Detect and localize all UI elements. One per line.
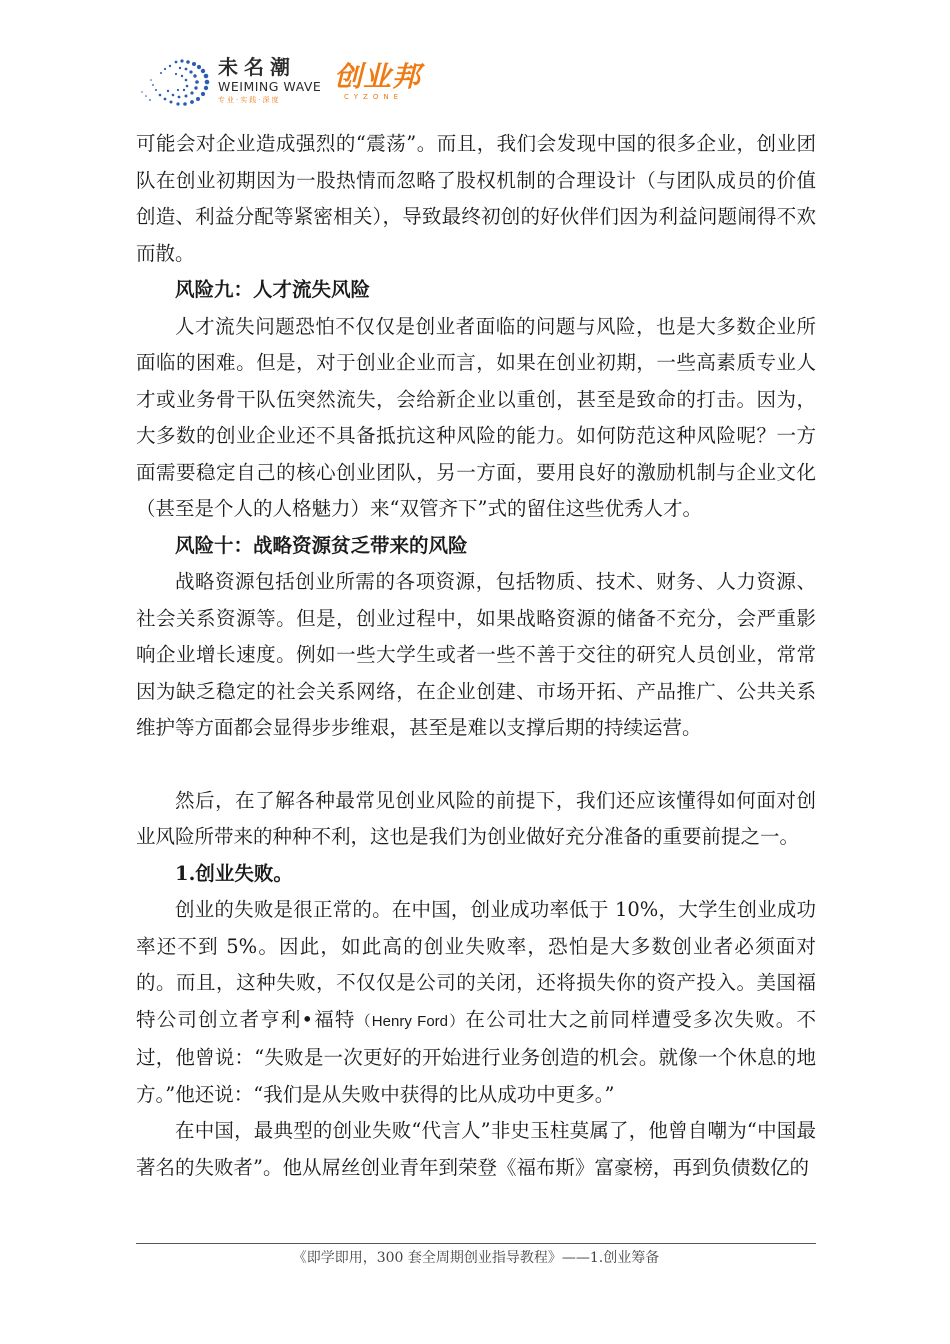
heading-risk-9: 风险九：人才流失风险 <box>175 278 371 301</box>
heading-risk-10: 风险十：战略资源贫乏带来的风险 <box>175 533 468 557</box>
brand2-en-text: CYZONE <box>344 93 404 101</box>
heading-failure: 1.创业失败。 <box>175 861 293 885</box>
paragraph-2: 人才流失问题恐怕不仅仅是创业者面临的问题与风险，也是大多数企业所面临的困难。但是，对于创业企业而言，如果在创业初期，一些高素质专业人才或业务骨干队伍突然流失，会给新企业以重创，甚至是致命的打击。因为，大多数的创业企业还不具备抵抗这种风险的能力。如何防范这种风险呢？一方面需要稳定自己的核心创业团队，另一方面，要用良好的激励机制与企业文化（甚至是个人的人格魅力）来“双管齐下”式的留住这些优秀人才。 <box>136 314 816 520</box>
weiming-wave-logo <box>218 56 348 105</box>
brand2-cn-text: 创业邦 <box>334 60 422 93</box>
document-body <box>136 126 816 1186</box>
paragraph-3: 战略资源包括创业所需的各项资源，包括物质、技术、财务、人力资源、社会关系资源等。但是，创业过程中，如果战略资源的储备不充分，会严重影响企业增长速度。例如一些大学生或者一些不善于交往的研究人员创业，常常因为缺乏稳定的社会关系网络，在企业创建、市场开拓、产品推广、公共关系维护等方面都会显得步步维艰，甚至是难以支撑后期的持续运营。 <box>136 570 816 739</box>
brand1-cn-text: 未名潮 <box>218 55 296 79</box>
paragraph-5 <box>136 892 816 1113</box>
footer-divider <box>136 1243 816 1244</box>
swirl-logo-icon <box>136 52 216 114</box>
brand1-tagline: 专业·实践·深度 <box>218 96 281 104</box>
paragraph-5-part-a: 创业的失败是很正常的。在中国，创业成功率低于 10%，大学生创业成功率还不到 5%。因此，如此高的创业失败率，恐怕是大多数创业者必须面对的。而且，这种失败，不仅仅是公司的关闭，还将损失你的资产投入。美国福特公司创立者亨利•福特 <box>136 898 816 1031</box>
paragraph-5-part-b: 在公司壮大之前同样遭受多次失败。不过，他曾说：“失败是一次更好的开始进行业务创造的机会。就像一个休息的地方。”他还说：“我们是从失败中获得的比从成功中更多。” <box>136 1007 816 1106</box>
paragraph-1: 可能会对企业造成强烈的“震荡”。而且，我们会发现中国的很多企业，创业团队在创业初期因为一股热情而忽略了股权机制的合理设计（与团队成员的价值创造、利益分配等紧密相关），导致最终初创的好伙伴们因为利益问题闹得不欢而散。 <box>136 132 816 265</box>
paragraph-6: 在中国，最典型的创业失败“代言人”非史玉柱莫属了，他曾自嘲为“中国最著名的失败者”。他从屌丝创业青年到荣登《福布斯》富豪榜，再到负债数亿的 <box>136 1119 816 1179</box>
paragraph-4: 然后，在了解各种最常见创业风险的前提下，我们还应该懂得如何面对创业风险所带来的种种不利，这也是我们为创业做好充分准备的重要前提之一。 <box>136 788 816 848</box>
page-header <box>136 52 436 116</box>
page-footer: 《即学即用，300 套全周期创业指导教程》——1.创业筹备 <box>292 1250 660 1266</box>
brand1-en-text: WEIMING WAVE <box>218 79 322 94</box>
paragraph-gap <box>136 747 816 783</box>
cyzone-logo <box>334 62 434 102</box>
henry-ford-name: （Henry Ford） <box>355 1012 466 1030</box>
